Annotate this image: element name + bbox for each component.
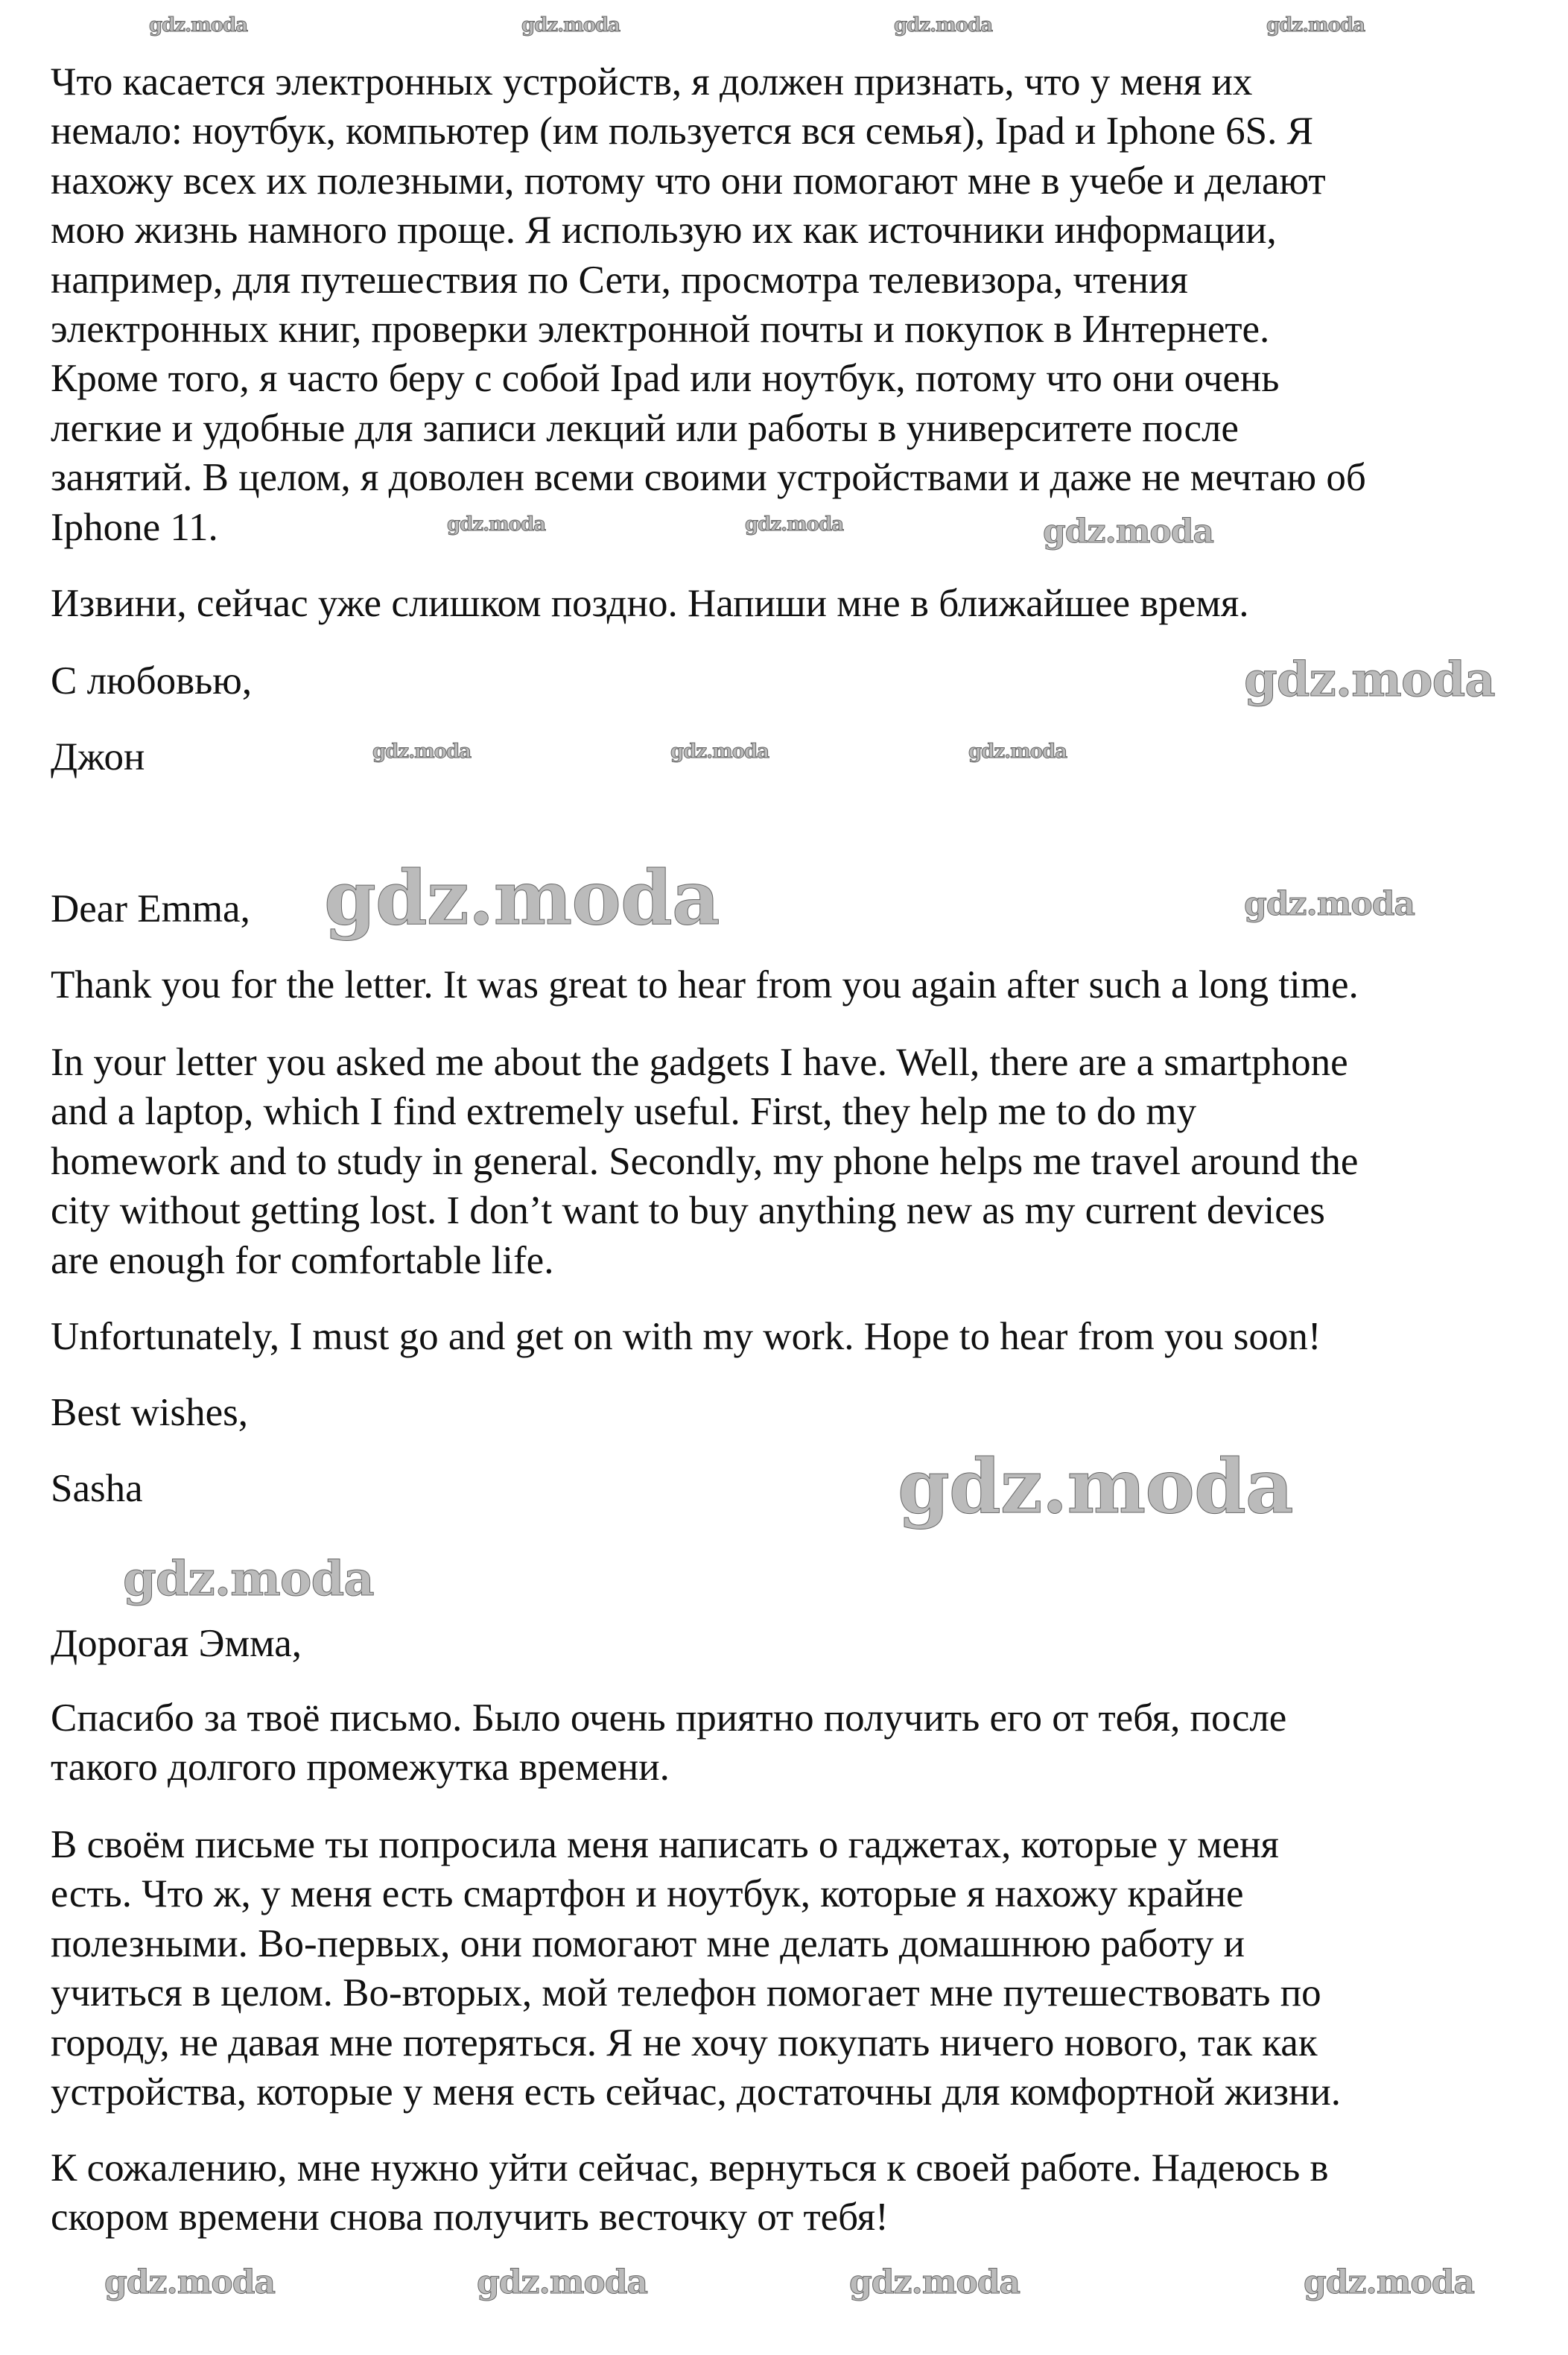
text-line: Best wishes,	[51, 1391, 248, 1434]
watermark: gdz.moda	[898, 1442, 1293, 1530]
text-line: легкие и удобные для записи лекций или работы в университете после	[51, 406, 1239, 450]
text-line: С любовью,	[51, 659, 253, 703]
text-line: and a laptop, which I find extremely useful. First, they help me to do my	[51, 1090, 1197, 1134]
text-line: нахожу всех их полезными, потому что они помогают мне в учебе и делают	[51, 159, 1326, 203]
russian-letter-body	[51, 57, 1366, 552]
text-line: К сожалению, мне нужно уйти сейчас, вернуться к своей работе. Надеюсь в	[51, 2146, 1329, 2190]
english-greeting	[51, 884, 250, 934]
russian-sign-off	[51, 656, 252, 706]
watermark: gdz.moda	[1244, 652, 1495, 708]
text-line: например, для путешествия по Сети, просмотра телевизора, чтения	[51, 258, 1188, 302]
text-line: занятий. В целом, я доволен всеми своими устройствами и даже не мечтаю об	[51, 456, 1366, 500]
text-line: In your letter you asked me about the gadgets I have. Well, there are a smartphone	[51, 1041, 1348, 1084]
watermark: gdz.moda	[447, 513, 546, 536]
watermark: gdz.moda	[1043, 513, 1214, 551]
watermark: gdz.moda	[324, 854, 720, 942]
watermark: gdz.moda	[1244, 885, 1415, 923]
watermark: gdz.moda	[670, 741, 769, 763]
watermark: gdz.moda	[894, 14, 993, 37]
watermark: gdz.moda	[521, 14, 620, 37]
watermark: gdz.moda	[1266, 14, 1365, 37]
text-line: полезными. Во-первых, они помогают мне делать домашнюю работу и	[51, 1921, 1245, 1965]
text-line: Дорогая Эмма,	[51, 1622, 302, 1665]
text-line: Dear Emma,	[51, 887, 250, 931]
english-signature	[51, 1464, 143, 1513]
text-line: устройства, которые у меня есть сейчас, достаточны для комфортной жизни.	[51, 2070, 1341, 2114]
text-line: Джон	[51, 735, 145, 779]
text-line: Что касается электронных устройств, я должен признать, что у меня их	[51, 60, 1253, 104]
english-sign-off	[51, 1388, 248, 1437]
russian-closing-paragraph	[51, 2143, 1329, 2243]
watermark: gdz.moda	[1304, 2263, 1475, 2301]
text-line: городу, не давая мне потеряться. Я не хочу покупать ничего нового, так как	[51, 2020, 1318, 2064]
text-line: мою жизнь намного проще. Я использую их как источники информации,	[51, 209, 1277, 253]
text-line: homework and to study in general. Secondly, my phone helps me travel around the	[51, 1139, 1359, 1183]
text-line: Спасибо за твоё письмо. Было очень приятно получить его от тебя, после	[51, 1696, 1287, 1740]
text-line: такого долгого промежутка времени.	[51, 1746, 670, 1790]
russian-paragraph-2	[51, 1820, 1341, 2117]
watermark: gdz.moda	[968, 741, 1067, 763]
english-closing-line	[51, 1312, 1321, 1361]
watermark: gdz.moda	[149, 14, 248, 37]
text-line: учиться в целом. Во-вторых, мой телефон помогает мне путешествовать по	[51, 1971, 1321, 2015]
text-line: Iphone 11.	[51, 505, 218, 549]
russian-signature	[51, 732, 145, 782]
russian-closing-line	[51, 579, 1248, 628]
english-paragraph-2	[51, 1038, 1358, 1285]
text-line: Unfortunately, I must go and get on with my work. Hope to hear from you soon!	[51, 1315, 1321, 1358]
text-line: электронных книг, проверки электронной почты и покупок в Интернете.	[51, 308, 1270, 352]
english-paragraph-1	[51, 960, 1359, 1009]
watermark: gdz.moda	[849, 2263, 1021, 2301]
text-line: есть. Что ж, у меня есть смартфон и ноутбук, которые я нахожу крайне	[51, 1872, 1244, 1916]
text-line: В своём письме ты попросила меня написать о гаджетах, которые у меня	[51, 1823, 1279, 1866]
text-line: Sasha	[51, 1467, 143, 1510]
text-line: are enough for comfortable life.	[51, 1238, 554, 1282]
text-line: city without getting lost. I don’t want to buy anything new as my current devices	[51, 1189, 1325, 1233]
watermark: gdz.moda	[745, 513, 844, 536]
text-line: Извини, сейчас уже слишком поздно. Напиши мне в ближайшее время.	[51, 582, 1249, 625]
text-line: Кроме того, я часто беру с собой Ipad или ноутбук, потому что они очень	[51, 357, 1280, 401]
russian-greeting	[51, 1619, 302, 1668]
watermark: gdz.moda	[477, 2263, 648, 2301]
watermark: gdz.moda	[372, 741, 472, 763]
watermark: gdz.moda	[104, 2263, 276, 2301]
russian-paragraph-1	[51, 1693, 1286, 1793]
text-line: немало: ноутбук, компьютер (им пользуется вся семья), Ipad и Iphone 6S. Я	[51, 110, 1313, 153]
watermark: gdz.moda	[123, 1551, 374, 1607]
text-line: скором времени снова получить весточку от тебя!	[51, 2196, 889, 2240]
text-line: Thank you for the letter. It was great to hear from you again after such a long time.	[51, 963, 1359, 1007]
